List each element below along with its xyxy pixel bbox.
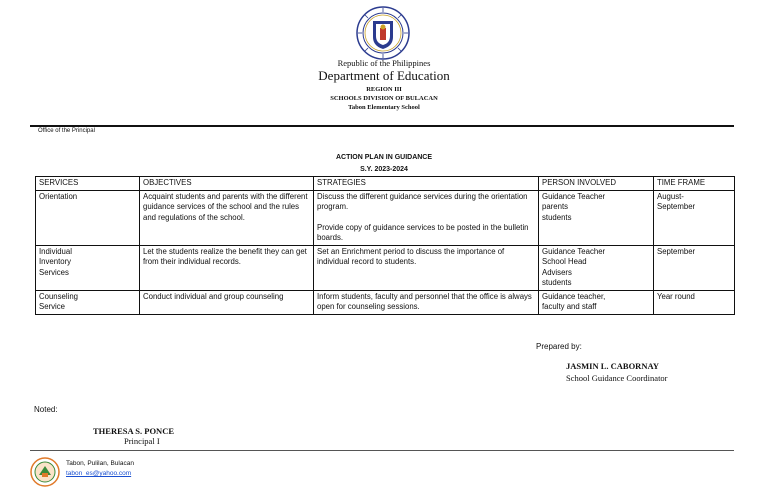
objective-cell: Conduct individual and group counseling [140,290,314,314]
republic-line: Republic of the Philippines [337,58,431,68]
table-row [36,245,735,290]
column-header-strategies: STRATEGIES [314,177,539,191]
principal-role: Principal I [124,436,160,446]
school-year: S.Y. 2023-2024 [360,166,408,173]
prepared-by-label: Prepared by: [536,342,582,351]
column-header-time-frame: TIME FRAME [654,177,735,191]
footer-divider [30,450,734,451]
office-label: Office of the Principal [38,128,95,134]
persons-cell: Guidance teacher, faculty and staff [539,290,654,314]
header-divider [30,125,734,127]
school-name: Tabon Elementary School [348,104,420,111]
objective-cell: Acquaint students and parents with the different guidance services of the school and the rules and regulations of the school. [140,190,314,245]
strategy-cell: Set an Enrichment period to discuss the importance of individual record to students. [314,245,539,290]
persons-cell: Guidance Teacher parents students [539,190,654,245]
action-plan-table [35,176,735,315]
preparer-name: JASMIN L. CABORNAY [566,361,659,371]
time-frame-cell: August- September [654,190,735,245]
preparer-role: School Guidance Coordinator [566,373,668,383]
service-cell: Orientation [36,190,140,245]
footer-address: Tabon, Pulilan, Bulacan [66,460,134,467]
service-cell: Individual Inventory Services [36,245,140,290]
column-header-services: SERVICES [36,177,140,191]
objective-cell: Let the students realize the benefit they can get from their individual records. [140,245,314,290]
deped-seal-icon [356,6,410,60]
strategy-cell: Inform students, faculty and personnel that the office is always open for counseling sessions. [314,290,539,314]
column-header-person-involved: PERSON INVOLVED [539,177,654,191]
column-header-objectives: OBJECTIVES [140,177,314,191]
division-line: SCHOOLS DIVISION OF BULACAN [330,95,438,102]
footer-email-link[interactable]: tabon_es@yahoo.com [66,470,132,477]
table-header-row [36,177,735,191]
noted-label: Noted: [34,405,58,414]
service-cell: Counseling Service [36,290,140,314]
time-frame-cell: September [654,245,735,290]
persons-cell: Guidance Teacher School Head Advisers students [539,245,654,290]
table-row [36,290,735,314]
plan-title: ACTION PLAN IN GUIDANCE [335,154,433,161]
school-logo-icon [30,457,60,487]
region-line: REGION III [366,86,402,93]
department-name: Department of Education [318,68,450,83]
strategy-cell: Discuss the different guidance services during the orientation program. Provide copy of guidance services to be posted in the bulletin boards. [314,190,539,245]
time-frame-cell: Year round [654,290,735,314]
principal-name: THERESA S. PONCE [93,426,175,436]
table-row [36,190,735,245]
